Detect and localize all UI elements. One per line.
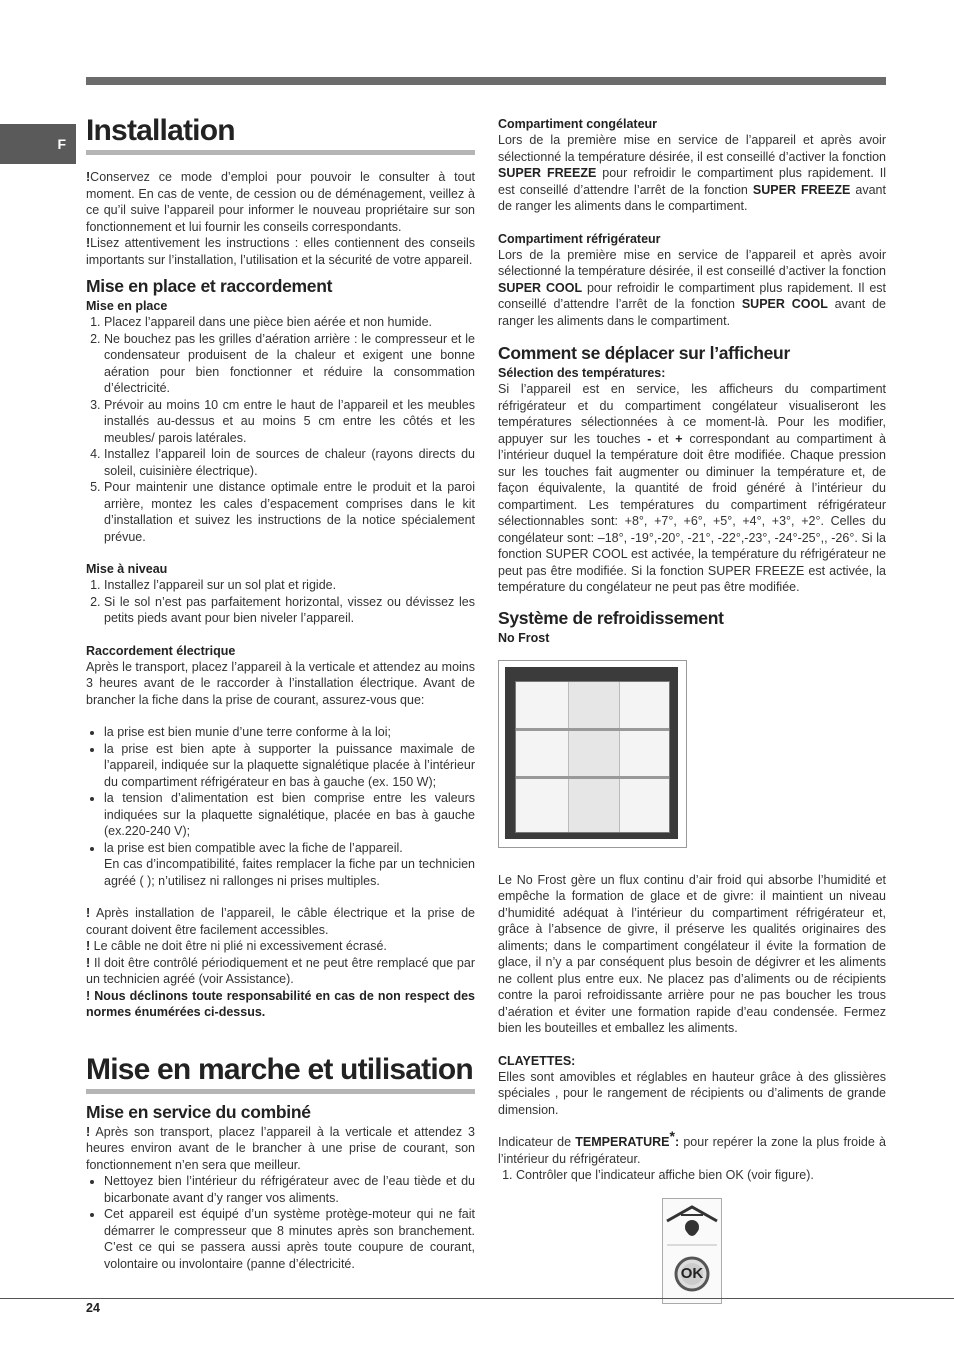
heading-mise-en-service: Mise en service du combiné bbox=[86, 1101, 311, 1122]
list-item: 4. Installez l’appareil loin de sources de chaleur (rayons directs du soleil, cuisinière électrique). bbox=[104, 446, 475, 479]
heading-afficheur: Comment se déplacer sur l’afficheur bbox=[498, 343, 790, 363]
refrigerateur-paragraph: Lors de la première mise en service de l’appareil et après avoir sélectionné la température désirée, il est conseillé d’activer la fonction SUPER COOL pour refroidir le compartiment plus rapidement. Il est conseillé d’attendre l’arrêt de la fonction SUPER COOL avant de ranger les aliments dans le compartiment. bbox=[498, 247, 886, 328]
warning-4: ! Nous déclinons toute responsabilité en cas de non respect des normes énumérées ci-dessus. bbox=[86, 988, 475, 1019]
list-item: • Cet appareil est équipé d’un système protège-moteur qui ne fait démarrer le compresseur que 8 minutes après son branchement. C’est ce qui se passera aussi après toute coupure de courant, volontaire ou involontaire (panne d’électricité. bbox=[104, 1206, 475, 1272]
fridge-airflow-duct bbox=[568, 682, 620, 832]
title-rule bbox=[86, 150, 475, 155]
subheading-clayettes: CLAYETTES: bbox=[498, 1053, 576, 1068]
warning-1: ! Après installation de l’appareil, le câble électrique et la prise de courant doivent être facilement accessibles. bbox=[86, 906, 475, 937]
ok-label: OK bbox=[680, 1264, 704, 1282]
fridge-compartment bbox=[515, 681, 670, 833]
subheading-no-frost: No Frost bbox=[498, 630, 550, 645]
service-list bbox=[86, 1173, 475, 1272]
list-item: 5. Pour maintenir une distance optimale entre le produit et la paroi arrière, montez les cales d’espacement comprises dans le kit d’installation et suivez les instructions de la notice spécialement prévue. bbox=[104, 479, 475, 545]
subheading-congelateur: Compartiment congélateur bbox=[498, 117, 658, 131]
mise-en-place-list bbox=[86, 314, 475, 545]
congelateur-paragraph: Lors de la première mise en service de l’appareil et après avoir sélectionné la température désirée, il est conseillé d’activer la fonction SUPER FREEZE pour refroidir le compartiment plus rapidement. Il est conseillé d’attendre l’arrêt de la fonction SUPER FREEZE avant de ranger les aliments dans le compartiment. bbox=[498, 133, 886, 213]
service-paragraph: ! Après son transport, placez l’appareil à la verticale et attendez 3 heures environ avant de le brancher à une prise de courant, son fonctionnement n’en sera que meilleur. bbox=[86, 1124, 475, 1172]
list-item: 1. Placez l’appareil dans une pièce bien aérée et non humide. bbox=[104, 314, 475, 331]
fridge-interior-illustration bbox=[498, 660, 687, 848]
list-item: • Nettoyez bien l’intérieur du réfrigérateur avec de l’eau tiède et du bicarbonate avant d’y ranger vos aliments. bbox=[104, 1173, 475, 1206]
temperature-indicator-icon bbox=[663, 1199, 721, 1303]
fridge-shelf bbox=[516, 728, 669, 731]
footer-rule bbox=[0, 1298, 954, 1299]
heading-systeme: Système de refroidissement bbox=[498, 607, 724, 628]
fridge-body bbox=[505, 667, 678, 839]
indicateur-list bbox=[498, 1167, 886, 1184]
title-rule bbox=[86, 1089, 475, 1094]
clayettes-paragraph: Elles sont amovibles et réglables en hauteur grâce à des glissières spéciales , pour le rangement de récipients ou d’aliments de grande dimension. bbox=[498, 1069, 886, 1117]
top-bar bbox=[86, 77, 886, 85]
subheading-selection: Sélection des températures: bbox=[498, 366, 666, 380]
fridge-shelf bbox=[516, 776, 669, 779]
list-item: 1. Installez l’appareil sur un sol plat et rigide. bbox=[104, 577, 475, 594]
indicateur-paragraph: Indicateur de TEMPERATURE*: pour repérer la zone la plus froide à l’intérieur du réfrigérateur. bbox=[498, 1127, 886, 1166]
page-number: 24 bbox=[86, 1301, 100, 1315]
subheading-refrigerateur: Compartiment réfrigérateur bbox=[498, 231, 661, 246]
left-column bbox=[86, 112, 475, 1272]
subheading-raccordement: Raccordement électrique bbox=[86, 643, 236, 658]
warning-3: ! Il doit être contrôlé périodiquement et ne peut être remplacé que par un technicien agréé (voir Assistance). bbox=[86, 955, 475, 986]
heading-mise-en-place: Mise en place et raccordement bbox=[86, 276, 333, 296]
mise-a-niveau-list bbox=[86, 577, 475, 627]
intro-paragraph-1: !Conservez ce mode d’emploi pour pouvoir le consulter à tout moment. En cas de vente, de cession ou de déménagement, veillez à ce qu’il suive l’appareil pour informer le nouveau propriétaire sur son fonctionnement et lui fournir les conseils correspondants. bbox=[86, 170, 475, 234]
title-mise-en-marche: Mise en marche et utilisation bbox=[86, 1052, 473, 1086]
title-installation: Installation bbox=[86, 114, 235, 147]
raccordement-paragraph: Après le transport, placez l’appareil à la verticale et attendez au moins 3 heures avant de le raccorder à l’installation électrique. Avant de brancher la fiche dans la prise de courant, assurez-vous que: bbox=[86, 659, 475, 707]
list-item: 3. Prévoir au moins 10 cm entre le haut de l’appareil et les meubles installés au-dessus et au moins 5 cm entre les côtés et les meubles/ parois latérales. bbox=[104, 397, 475, 447]
list-item: 2. Ne bouchez pas les grilles d’aération arrière : le compresseur et le condensateur produisent de la chaleur et exigent une bonne aération pour bien fonctionner et réduire la consommation d’électricité. bbox=[104, 331, 475, 397]
subheading-mise-en-place: Mise en place bbox=[86, 299, 168, 313]
subheading-mise-a-niveau: Mise à niveau bbox=[86, 562, 168, 576]
language-tab: F bbox=[0, 124, 76, 164]
intro-paragraph-2: !Lisez attentivement les instructions : elles contiennent des conseils importants sur l’installation, l’utilisation et la sécurité de votre appareil. bbox=[86, 236, 475, 267]
afficheur-paragraph: Si l’appareil est en service, les afficheurs du compartiment réfrigérateur et du compartiment congélateur visualiseront les températures sélectionnées à ce moment-là. Pour les modifier, appuyer sur les touches - et + correspondant au compartiment à l’intérieur duquel la température doit être modifiée. Chaque pression sur les touches fait augmenter ou diminuer la température et, de façon équivalente, la quantité de froid généré à l’intérieur du compartiment. Les températures du compartiment réfrigérateur sélectionnables sont: +8°, +7°, +6°, +5°, +4°, +3°, +2°. Celles du congélateur sont: –18°, -19°,-20°, -21°, -22°,-23°, -24°-25°,, -26°. Si la fonction SUPER COOL est activée, la température du réfrigérateur ne peut pas être modifiée. Si la fonction SUPER FREEZE est activée, la température du congélateur ne peut pas être modifiée. bbox=[498, 382, 886, 594]
no-frost-paragraph: Le No Frost gère un flux continu d’air froid qui absorbe l’humidité et empêche la formation de glace et de givre: il maintient un niveau d’humidité adéquat à l’intérieur du compartiment réfrigérateur et, grâce à l’absence de givre, il préserve les qualités originaires des aliments; dans le compartiment congélateur il évite la formation de glace, il n’y a par conséquent plus besoin de dégivrer et les aliments ne collent plus entre eux. Ne placez pas d’aliments ou de récipients contre la paroi refroidissante arrière pour ne pas boucher les trous d’aération et éviter une formation rapide d’eau condensée. Fermez bien les bouteilles et emballez les aliments. bbox=[498, 872, 886, 1035]
list-item: • la tension d’alimentation est bien comprise entre les valeurs indiquées sur la plaquette signalétique, placée en bas à gauche (ex.220-240 V); bbox=[104, 790, 475, 840]
warning-2: ! Le câble ne doit être ni plié ni excessivement écrasé. bbox=[86, 939, 387, 953]
list-item: • la prise est bien apte à supporter la puissance maximale de l’appareil, indiquée sur la plaquette signalétique placée à l’intérieur du compartiment réfrigérateur en bas à gauche (ex. 150 W); bbox=[104, 741, 475, 791]
right-column bbox=[498, 116, 886, 1304]
list-item: • la prise est bien compatible avec la fiche de l’appareil. En cas d’incompatibilité, faites remplacer la fiche par un technicien agréé ( ); n’utilisez ni rallonges ni prises multiples. bbox=[104, 840, 475, 890]
list-item: • la prise est bien munie d’une terre conforme à la loi; bbox=[104, 724, 475, 741]
list-item: 2. Si le sol n’est pas parfaitement horizontal, vissez ou dévissez les petits pieds avant pour bien niveler l’appareil. bbox=[104, 594, 475, 627]
temperature-indicator-illustration bbox=[662, 1198, 722, 1304]
raccordement-list bbox=[86, 724, 475, 889]
list-item: 1. Contrôler que l’indicateur affiche bien OK (voir figure). bbox=[516, 1167, 886, 1184]
